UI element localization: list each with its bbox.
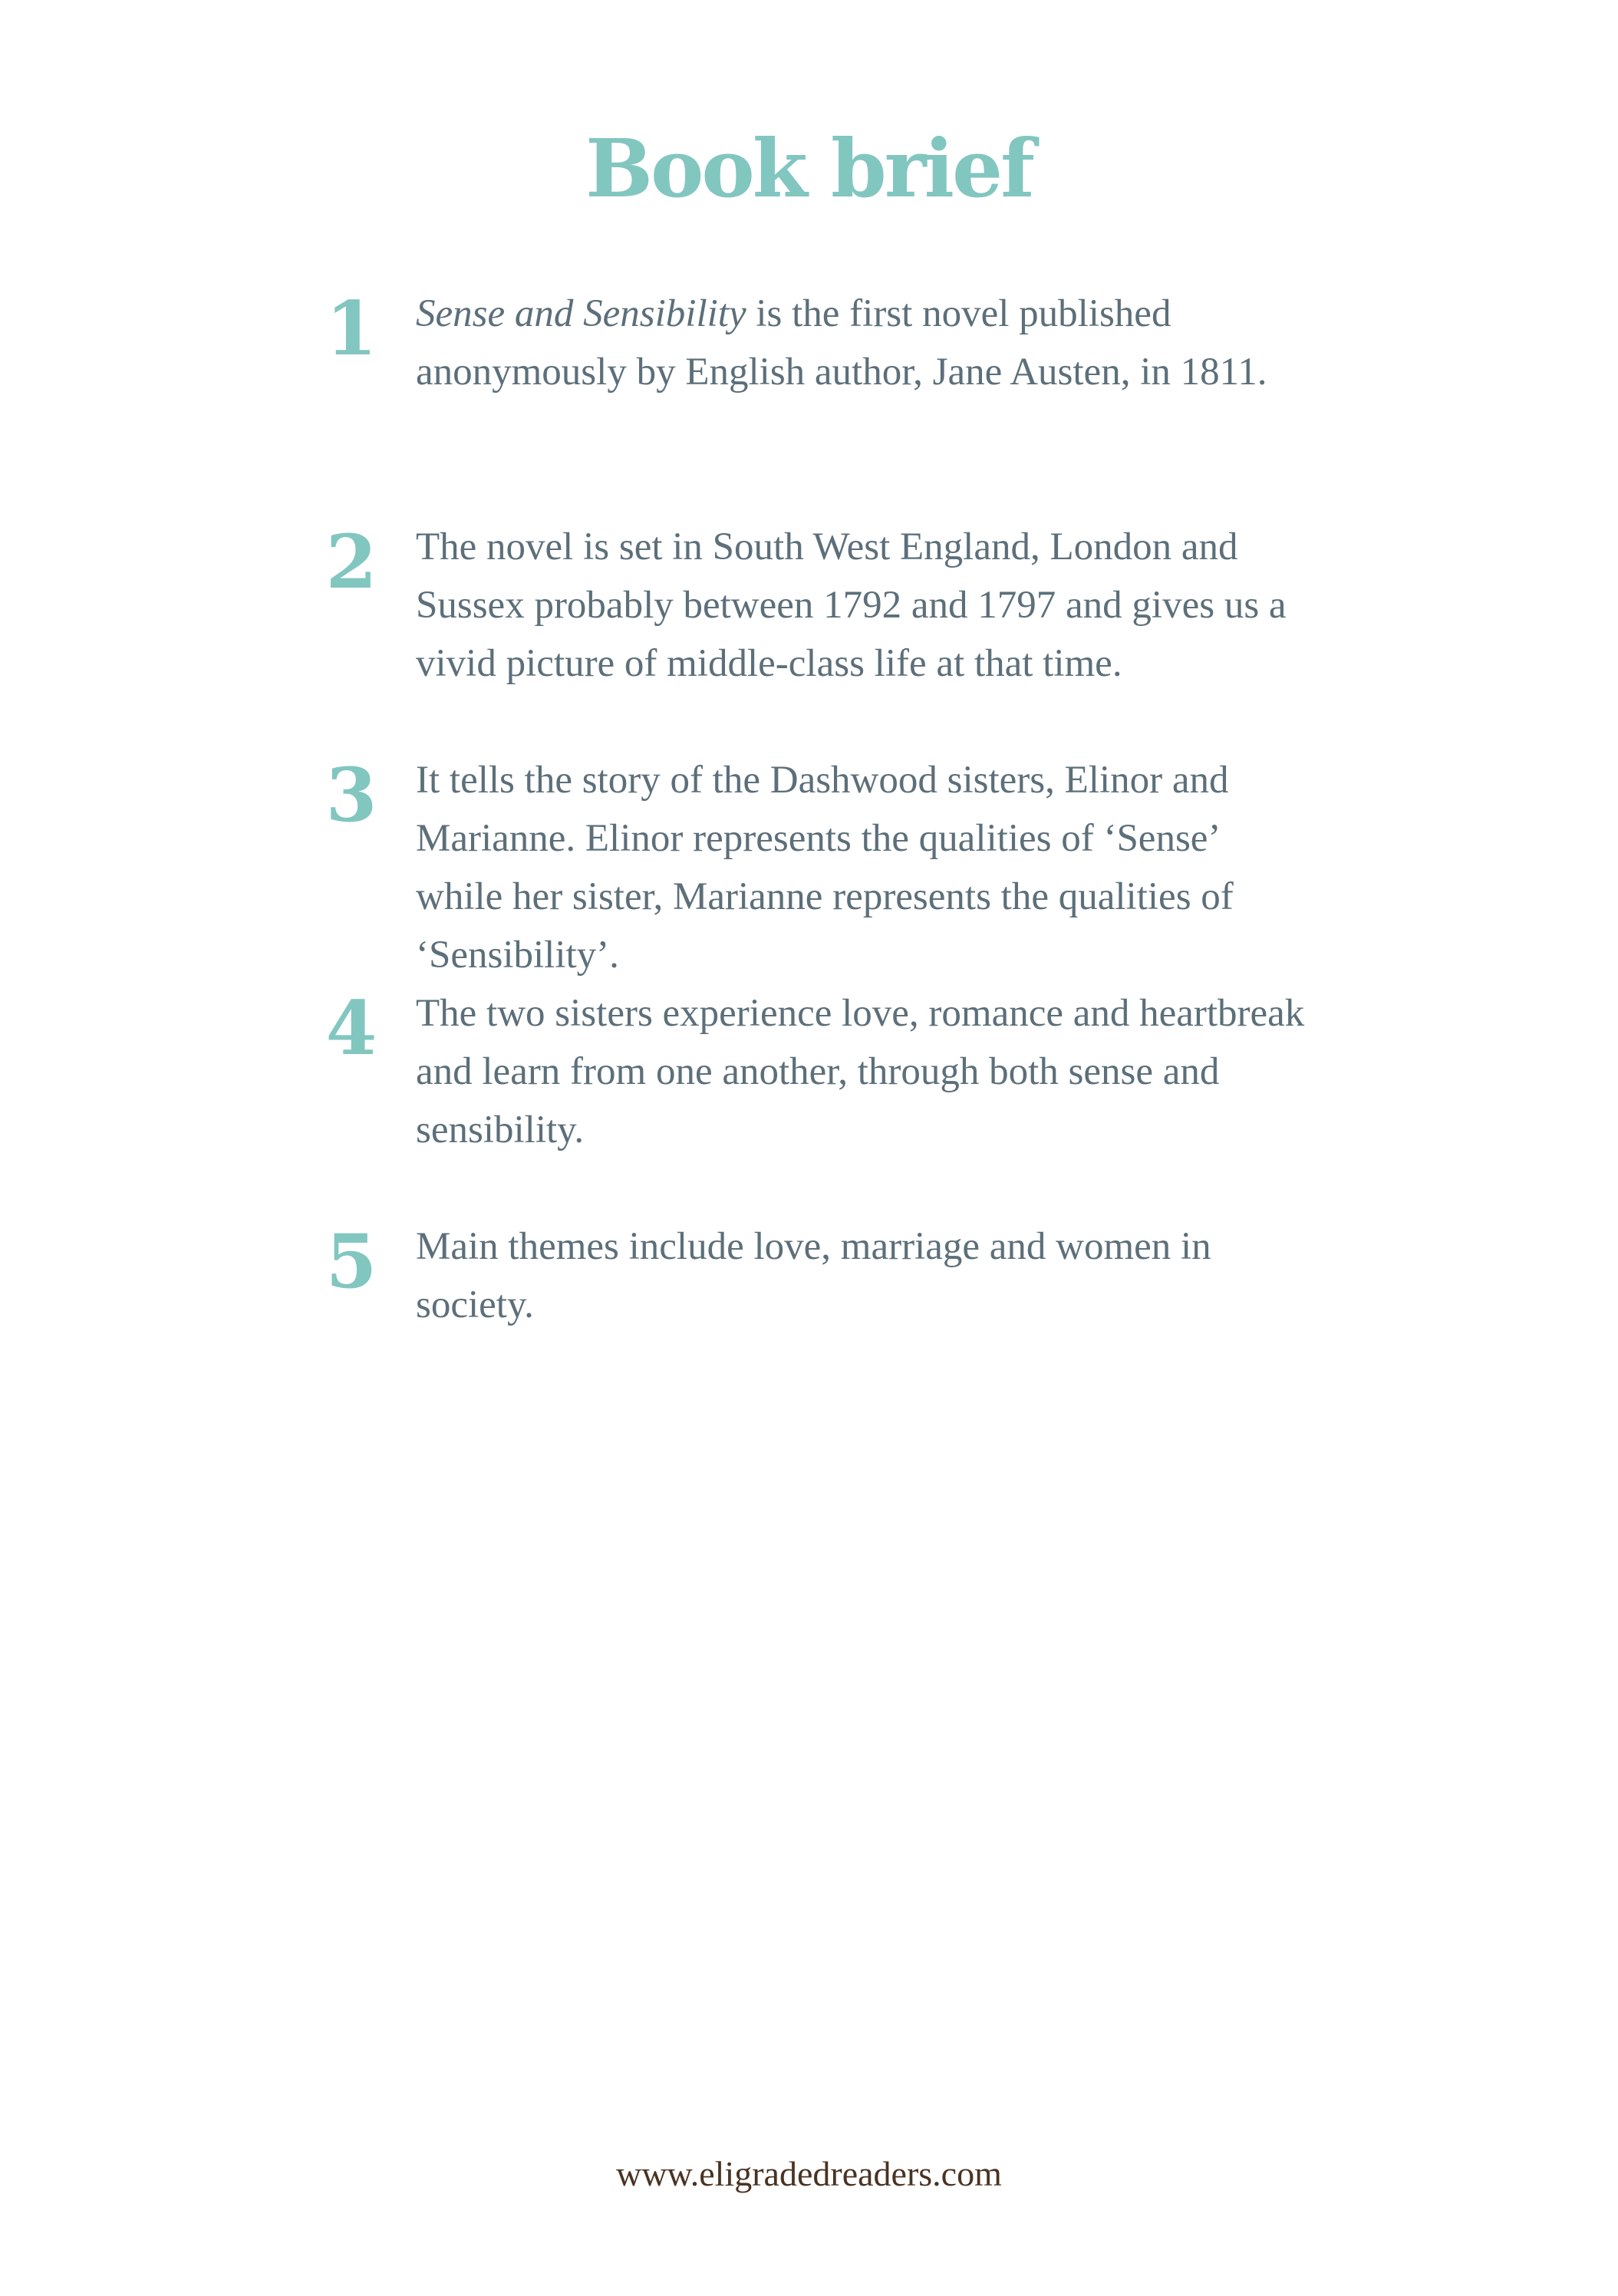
point-text: Main themes include love, marriage and women in society. xyxy=(416,1225,1211,1326)
book-title: Sense and Sensibility xyxy=(416,292,746,335)
brief-point-4 xyxy=(0,984,1618,1217)
point-text-body: is the first novel published anonymously by English author, Jane Austen, in 1811. xyxy=(416,292,1267,394)
page-title: Book brief xyxy=(585,121,1033,216)
point-number: 4 xyxy=(325,985,377,1072)
point-text: The novel is set in South West England, London and Sussex probably between 1792 and 1797 and gives us a vivid picture of middle-class life at that time. xyxy=(416,525,1287,685)
point-number: 2 xyxy=(325,519,377,605)
point-number: 3 xyxy=(325,752,377,838)
book-brief-list xyxy=(0,285,1618,1392)
brief-point-2 xyxy=(0,518,1618,751)
brief-point-1 xyxy=(0,285,1618,518)
brief-point-5 xyxy=(0,1217,1618,1392)
point-text xyxy=(416,285,1306,401)
footer-website-url: www.eligradedreaders.com xyxy=(616,2154,1002,2193)
point-number: 5 xyxy=(325,1218,377,1305)
point-text: The two sisters experience love, romance and heartbreak and learn from one another, through both sense and sensibility. xyxy=(416,992,1305,1151)
point-text: It tells the story of the Dashwood sisters, Elinor and Marianne. Elinor represents the qualities of ‘Sense’ while her sister, Marianne represents the qualities of ‘Sensibility’. xyxy=(416,759,1234,977)
brief-point-3 xyxy=(0,751,1618,984)
point-number: 1 xyxy=(325,285,377,372)
